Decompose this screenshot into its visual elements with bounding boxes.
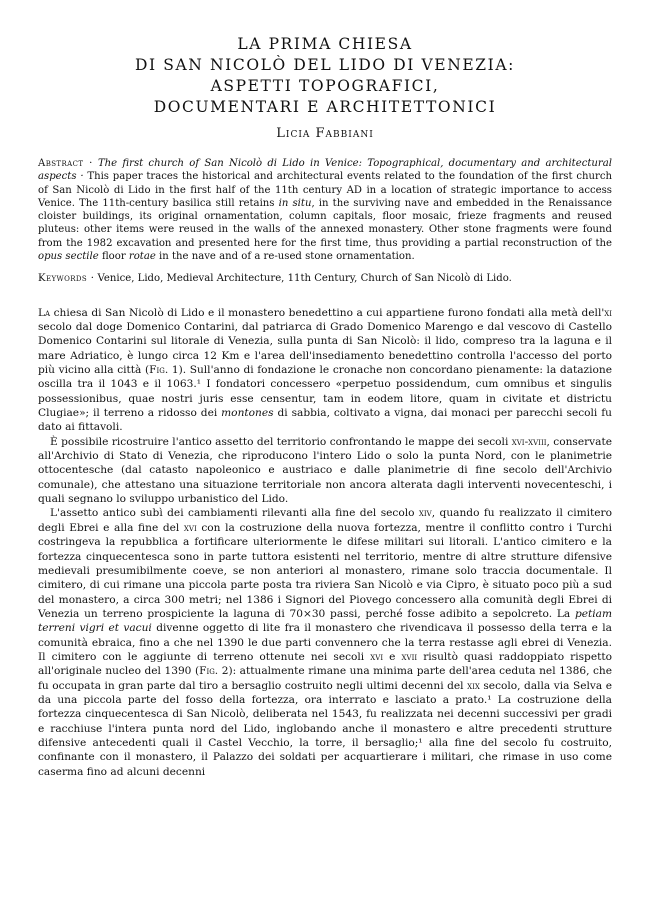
text-run: secolo, dalla via Selva e da una piccola parte del fosso della fortezza, ora interrato e lasciato a prato.¹ La costruzione della fortezza cinquecentesca di San Nicolò, deliberata nel 1543, fu realizzata nei decenni successivi per gradi e racchiuse l'intera punta nord del Lido, inglobando anche il monastero e altre precedenti strutture difensive antecedenti quali il Castel Vecchio, la torre, il bersaglio;¹ alla fine del secolo fu costruito, confinante con il monastero, il Palazzo dei soldati per acquartierare i militari, che rimase in uso come caserma fino ad alcuni decenni [38,679,613,778]
body-text [38,306,612,779]
abstract-title: The first church of San Nicolò di Lido in Venice: Topographical, documentary and architectural aspects · [38,158,612,183]
title-line: DOCUMENTARI E ARCHITETTONICI [153,98,497,116]
dropcap: La [38,306,51,319]
title-line: ASPETTI TOPOGRAFICI, [210,77,440,95]
text-run: risultò quasi raddoppiato rispetto all'originale nucleo del 1390 ( [38,650,612,678]
text-run: , quando fu realizzato il cimitero degli Ebrei e alla fine del [38,507,612,534]
paper-page [38,34,612,779]
text-run: chiesa di San Nicolò di Lido e il monastero benedettino a cui appartiene furono fondati alla metà dell' [50,306,605,319]
text-run: con la costruzione della nuova fortezza, mentre il conflitto contro i Turchi costringeva la repubblica a fortificare ulteriormente le difese militari sui litorali. L'antico cimitero e la fortezza cinquecentesca sono in parte tuttora esistenti nel territorio, mentre di altre strutture difensive medievali presumibilmente coeve, se non anteriori al monastero, rimane solo traccia documentale. Il cimitero, di cui rimane una piccola parte posta tra riviera San Nicolò e via Cipro, è situato poco più a sud del monastero, a circa 300 metri; nel 1386 i Signori del Piovego concessero alla comunità degli Ebrei di Venezia un terreno prospiciente la laguna di 70×30 passi, perché fosse adibito a sepolcreto. La [38,521,612,620]
roman-numeral: xvi-xviii [511,435,547,448]
roman-numeral: xi [604,306,612,319]
paragraph [38,435,612,507]
text-run: È possibile ricostruire l'antico assetto del territorio confrontando le mappe dei secoli [50,435,512,448]
text-run: L'assetto antico subì dei cambiamenti rilevanti alla fine del secolo [50,507,419,520]
abstract-label: Abstract · [38,158,93,169]
roman-numeral: xiv [418,507,432,520]
roman-numeral: xix [467,679,480,692]
abstract-italic: in situ [278,197,312,209]
author: Licia Fabbiani [276,126,374,141]
figure-ref: Fig. [199,665,219,678]
title-line: LA PRIMA CHIESA [237,35,413,53]
text-run: di sabbia, coltivato a vigna, dai monaci per parecchi secoli fu dato ai fittavoli. [38,407,612,434]
roman-numeral: xvii [401,650,418,663]
abstract [38,157,612,263]
keywords-label: Keywords · [38,273,95,285]
text-run: , conservate all'Archivio di Stato di Venezia, che riproducono l'intero Lido o solo la punta Nord, con le planimetrie ottocentesche (dal catasto napoleonico e austriaco e dalle planimetrie di fine secolo dell'Archivio comunale), che attestano una situazione territoriale non ancora alterata dagli interventi novecenteschi, i quali segnano lo sviluppo urbanistico del Lido. [38,435,613,506]
figure-ref: Fig. [149,364,169,377]
title-line: DI SAN NICOLÒ DEL LIDO DI VENEZIA: [135,56,515,74]
abstract-text: This paper traces the historical and architectural events related to the foundation of the first church of San Nicolò di Lido in the first half of the 11th century AD in a location of strategic importance to access Venice. The 11th-century basilica still retains [38,171,612,209]
roman-numeral: xvi [183,521,197,534]
abstract-text: floor [98,251,129,263]
paragraph [38,306,612,435]
paragraph [38,506,612,779]
keywords-text: Venice, Lido, Medieval Architecture, 11th Century, Church of San Nicolò di Lido. [94,273,512,285]
abstract-italic: rotae [128,251,156,263]
text-run: e [383,650,402,663]
italic-run: montones [221,407,274,420]
abstract-text: , in the surviving nave and embedded in the Renaissance cloister buildings, its original ornamentation, column capitals, floor mosaic, frieze fragments and reused pluteus: other items were reused in the walls of the annexed monastery. Other stone fragments were found from the 1982 excavation and presented here for the first time, thus providing a partial reconstruction of the [38,197,612,249]
abstract-italic: opus sectile [38,251,99,263]
text-run: divenne oggetto di lite fra il monastero che rivendicava il possesso della terra e la comunità ebraica, fino a che nel 1390 le due parti convennero che la terra restasse agli ebrei di Venezia. Il cimitero con le aggiunte di terreno ottenute nei secoli [38,622,612,663]
text-run: 2): attualmente rimane una minima parte dell'area ceduta nel 1386, che fu occupata in gran parte dal tiro a bersaglio costruito negli ultimi decenni del [38,665,613,692]
text-run: 1). Sull'anno di fondazione le cronache non concordano pienamente: la datazione oscilla tra il 1043 e il 1063.¹ I fondatori concessero «perpetuo possidendum, cum omnibus et singulis possessionibus, quae nostri juris esse censentur, tam in eodem litore, quam in civitate et districtu Clugiae»; il terreno a ridosso dei [38,364,612,420]
italic-run: petiam terreni vigri et vacui [38,607,612,635]
text-run: secolo dal doge Domenico Contarini, dal patriarca di Grado Domenico Marengo e dal vescovo di Castello Domenico Contarini sul litorale di Venezia, sulla punta di San Nicolò: il lido, compreso tra la laguna e il mare Adriatico, è lungo circa 12 Km e l'area dell'insediamento benedettino controlla l'accesso del porto più vicino alla città ( [38,321,612,377]
paper-title [38,34,612,118]
roman-numeral: xvi [370,650,384,663]
abstract-text: in the nave and of a re-used stone ornamentation. [155,251,415,263]
keywords [38,272,612,285]
